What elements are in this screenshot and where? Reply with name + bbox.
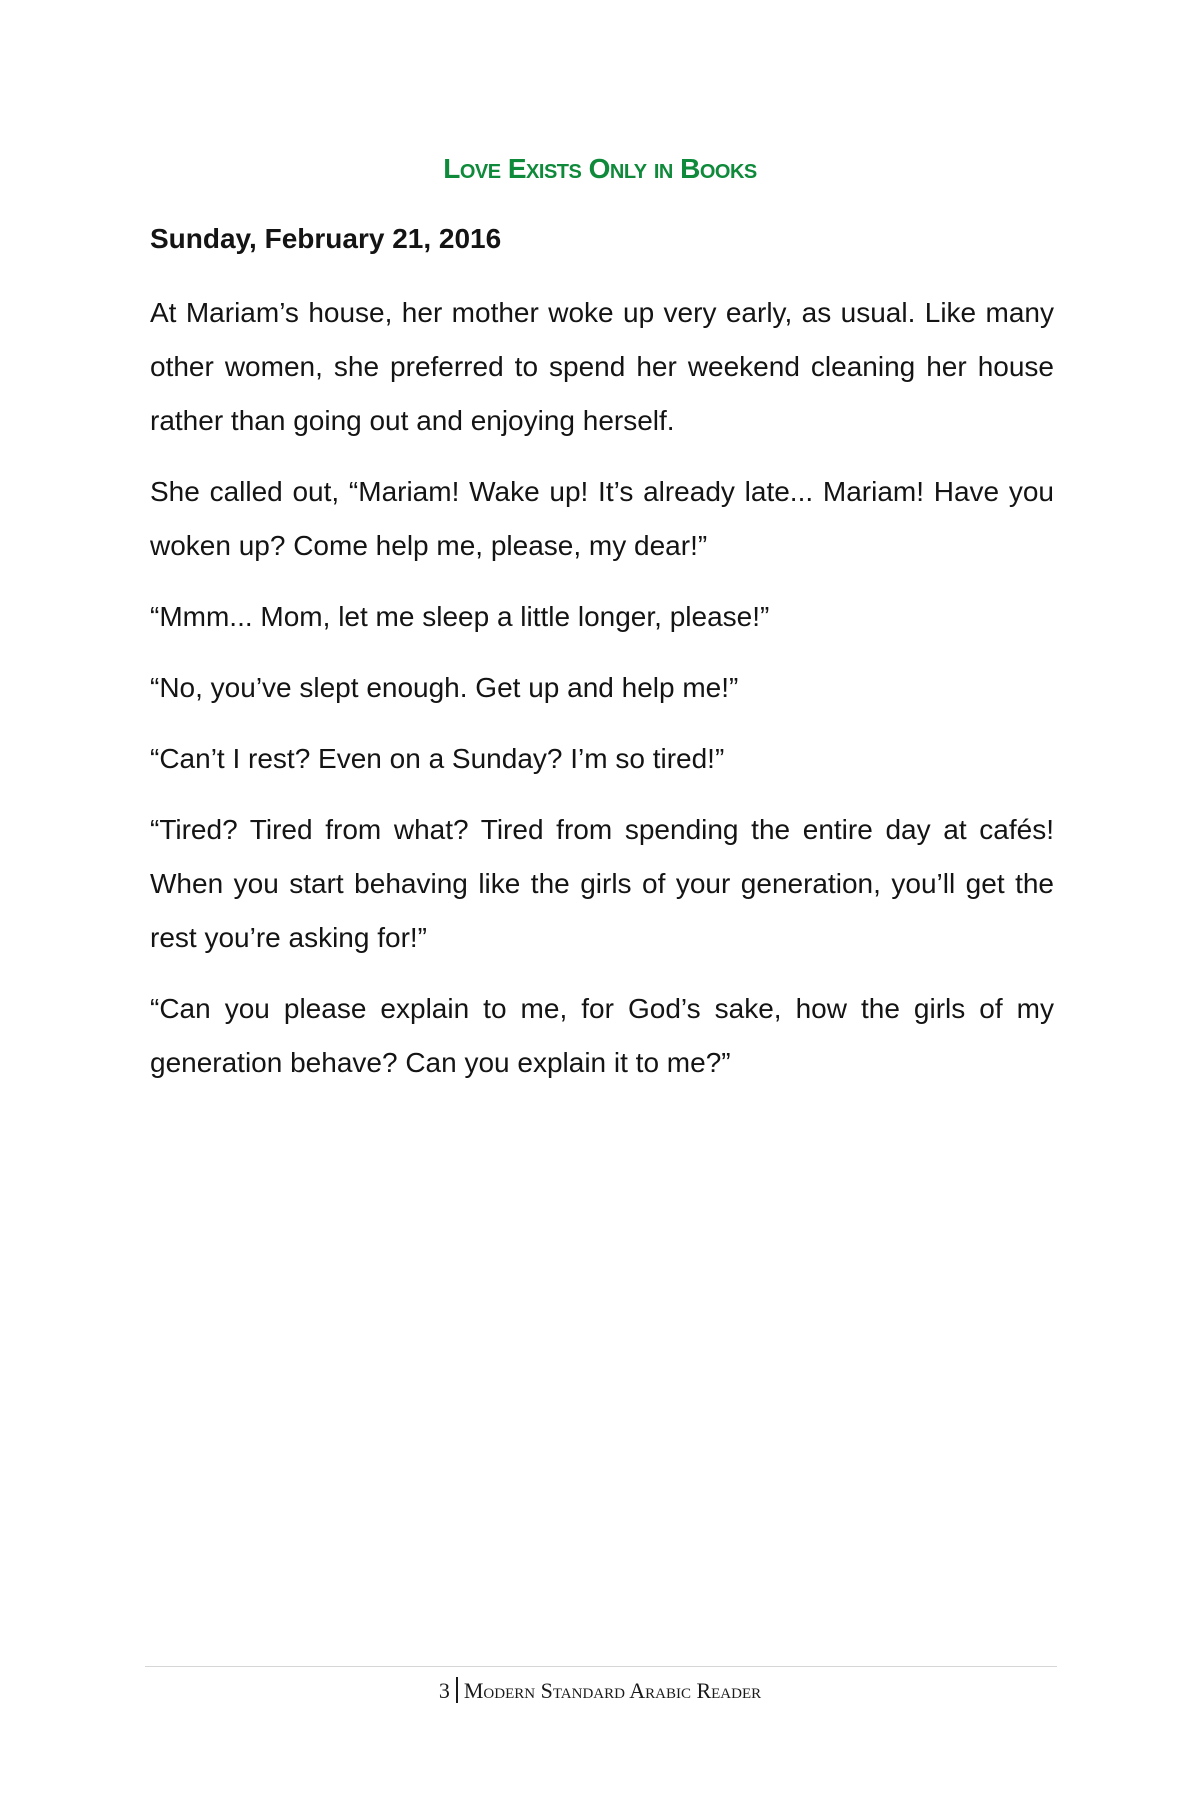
paragraph: “Tired? Tired from what? Tired from spending the entire day at cafés! When you start behaving like the girls of your generation, you’ll get the rest you’re asking for!” — [150, 814, 1054, 953]
page-number: 3 — [438, 1678, 450, 1703]
paragraph: “No, you’ve slept enough. Get up and help me!” — [150, 672, 739, 703]
page-footer — [0, 1677, 1200, 1704]
book-title: Modern Standard Arabic Reader — [463, 1678, 762, 1703]
footer-separator — [456, 1677, 458, 1703]
paragraph: She called out, “Mariam! Wake up! It’s already late... Mariam! Have you woken up? Come help me, please, my dear!” — [150, 476, 1054, 561]
chapter-title: Love Exists Only in Books — [443, 153, 757, 184]
story-body — [150, 286, 1054, 1107]
footer-divider — [145, 1666, 1057, 1667]
paragraph: “Can’t I rest? Even on a Sunday? I’m so tired!” — [150, 743, 725, 774]
date-heading: Sunday, February 21, 2016 — [150, 223, 502, 254]
paragraph: “Can you please explain to me, for God’s sake, how the girls of my generation behave? Can you explain it to me?” — [150, 993, 1054, 1078]
paragraph: “Mmm... Mom, let me sleep a little longer, please!” — [150, 601, 770, 632]
paragraph: At Mariam’s house, her mother woke up very early, as usual. Like many other women, she preferred to spend her weekend cleaning her house rather than going out and enjoying herself. — [150, 297, 1054, 436]
